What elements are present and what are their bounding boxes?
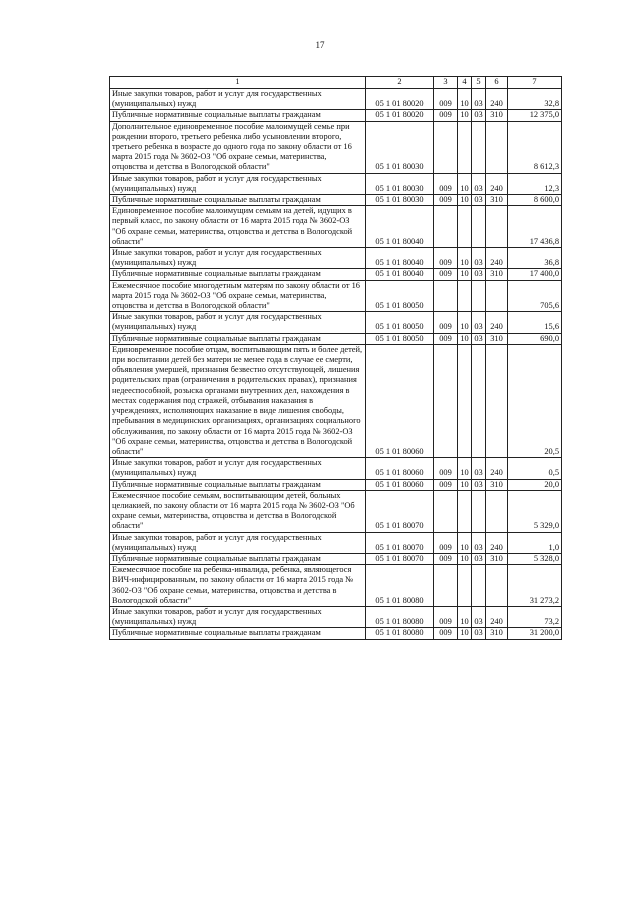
row-amount: 690,0 [508,333,562,344]
row-amount: 20,0 [508,479,562,490]
row-subsection-code [472,490,486,532]
row-subsection-code: 03 [472,248,486,269]
row-section-code: 10 [458,269,472,280]
row-description: Единовременное пособие малоимущим семьям на детей, идущих в первый класс, по закону области от 16 марта 2015 года № 3602-ОЗ "Об охране семьи, материнства, отцовства и детства в Вологодской области" [110,206,366,248]
row-description: Публичные нормативные социальные выплаты гражданам [110,333,366,344]
row-expense-type-code: 310 [486,553,508,564]
table-row [110,195,562,206]
row-section-code: 10 [458,628,472,639]
row-description: Иные закупки товаров, работ и услуг для государственных (муниципальных) нужд [110,173,366,194]
table-row [110,333,562,344]
row-amount: 31 200,0 [508,628,562,639]
row-target-code: 05 1 01 80070 [366,553,434,564]
row-amount: 705,6 [508,280,562,312]
row-description: Публичные нормативные социальные выплаты гражданам [110,110,366,121]
row-target-code: 05 1 01 80080 [366,628,434,639]
row-description: Иные закупки товаров, работ и услуг для государственных (муниципальных) нужд [110,89,366,110]
row-amount: 36,8 [508,248,562,269]
row-expense-type-code: 310 [486,195,508,206]
row-ministry-code: 009 [434,248,458,269]
row-section-code: 10 [458,458,472,479]
row-ministry-code [434,344,458,457]
row-expense-type-code [486,565,508,607]
header-col-7: 7 [508,77,562,89]
row-ministry-code: 009 [434,195,458,206]
row-subsection-code: 03 [472,606,486,627]
row-target-code: 05 1 01 80070 [366,532,434,553]
row-section-code: 10 [458,532,472,553]
row-section-code: 10 [458,606,472,627]
header-col-5: 5 [472,77,486,89]
row-expense-type-code: 240 [486,312,508,333]
row-ministry-code: 009 [434,458,458,479]
row-subsection-code [472,206,486,248]
row-ministry-code: 009 [434,479,458,490]
row-subsection-code: 03 [472,173,486,194]
row-description: Публичные нормативные социальные выплаты гражданам [110,479,366,490]
row-target-code: 05 1 01 80060 [366,479,434,490]
budget-table [109,76,562,640]
table-row [110,173,562,194]
row-target-code: 05 1 01 80040 [366,248,434,269]
row-amount: 8 600,0 [508,195,562,206]
row-subsection-code [472,121,486,173]
row-amount: 8 612,3 [508,121,562,173]
row-ministry-code [434,206,458,248]
row-description: Публичные нормативные социальные выплаты гражданам [110,195,366,206]
header-col-3: 3 [434,77,458,89]
row-subsection-code: 03 [472,479,486,490]
row-amount: 15,6 [508,312,562,333]
row-target-code: 05 1 01 80040 [366,206,434,248]
row-target-code: 05 1 01 80030 [366,121,434,173]
table-row [110,121,562,173]
row-amount: 31 273,2 [508,565,562,607]
row-ministry-code: 009 [434,269,458,280]
row-description: Ежемесячное пособие на ребенка-инвалида, ребенка, являющегося ВИЧ-инфицированным, по закону области от 16 марта 2015 года № 3602-ОЗ "Об охране семьи, материнства, отцовства и детства в Вологодской области" [110,565,366,607]
table-row [110,248,562,269]
row-expense-type-code: 240 [486,89,508,110]
row-section-code: 10 [458,553,472,564]
row-expense-type-code: 310 [486,269,508,280]
row-amount: 12 375,0 [508,110,562,121]
table-row [110,628,562,639]
row-subsection-code: 03 [472,110,486,121]
row-amount: 32,8 [508,89,562,110]
row-subsection-code: 03 [472,333,486,344]
row-ministry-code [434,280,458,312]
row-target-code: 05 1 01 80040 [366,269,434,280]
row-ministry-code: 009 [434,532,458,553]
row-amount: 20,5 [508,344,562,457]
row-description: Иные закупки товаров, работ и услуг для государственных (муниципальных) нужд [110,458,366,479]
row-target-code: 05 1 01 80050 [366,333,434,344]
row-expense-type-code [486,344,508,457]
row-section-code: 10 [458,248,472,269]
row-section-code [458,344,472,457]
row-expense-type-code: 240 [486,532,508,553]
row-target-code: 05 1 01 80070 [366,490,434,532]
row-section-code [458,206,472,248]
table-row [110,479,562,490]
row-description: Иные закупки товаров, работ и услуг для государственных (муниципальных) нужд [110,248,366,269]
row-subsection-code [472,565,486,607]
row-section-code: 10 [458,333,472,344]
table-row [110,553,562,564]
row-amount: 73,2 [508,606,562,627]
row-subsection-code: 03 [472,628,486,639]
row-subsection-code: 03 [472,195,486,206]
table-row [110,344,562,457]
row-description: Иные закупки товаров, работ и услуг для государственных (муниципальных) нужд [110,606,366,627]
table-row [110,565,562,607]
table-row [110,110,562,121]
row-amount: 0,5 [508,458,562,479]
table-row [110,458,562,479]
row-description: Публичные нормативные социальные выплаты гражданам [110,553,366,564]
row-ministry-code [434,490,458,532]
row-ministry-code: 009 [434,89,458,110]
row-expense-type-code [486,490,508,532]
row-target-code: 05 1 01 80030 [366,173,434,194]
row-amount: 5 329,0 [508,490,562,532]
row-subsection-code: 03 [472,553,486,564]
header-col-4: 4 [458,77,472,89]
table-row [110,312,562,333]
row-section-code [458,490,472,532]
page-number: 17 [315,40,325,50]
row-expense-type-code [486,121,508,173]
row-target-code: 05 1 01 80020 [366,89,434,110]
row-amount: 12,3 [508,173,562,194]
row-description: Иные закупки товаров, работ и услуг для государственных (муниципальных) нужд [110,312,366,333]
row-ministry-code: 009 [434,628,458,639]
table-row [110,89,562,110]
row-target-code: 05 1 01 80060 [366,458,434,479]
row-amount: 1,0 [508,532,562,553]
row-section-code [458,121,472,173]
header-row [110,77,562,89]
row-section-code: 10 [458,312,472,333]
row-section-code: 10 [458,195,472,206]
row-section-code: 10 [458,89,472,110]
row-ministry-code: 009 [434,553,458,564]
row-description: Дополнительное единовременное пособие малоимущей семье при рождении второго, третьего ребенка либо усыновлении второго, третьего ребенка в возрасте до одного года по закону области от 16 марта 2015 года № 3602-ОЗ "Об охране семьи, материнства, отцовства и детства в Вологодской области" [110,121,366,173]
row-section-code [458,565,472,607]
table-row [110,206,562,248]
row-target-code: 05 1 01 80030 [366,195,434,206]
row-ministry-code: 009 [434,606,458,627]
row-description: Иные закупки товаров, работ и услуг для государственных (муниципальных) нужд [110,532,366,553]
row-target-code: 05 1 01 80080 [366,565,434,607]
header-col-2: 2 [366,77,434,89]
table-row [110,280,562,312]
row-expense-type-code: 240 [486,606,508,627]
row-description: Единовременное пособие отцам, воспитывающим пять и более детей, при воспитании детей без матери не менее года в случае ее смерти, объявления умершей, признания безвестно отсутствующей, лишения родительских прав (ограничения в родительских правах), признания недееспособной, розыска органами внутренних дел, нахождения в местах содержания под стражей, отбывания наказания в учреждениях, исполняющих наказание в виде лишения свободы, пребывания в медицинских организациях, организациях социального обслуживания, по закону области от 16 марта 2015 года № 3602-ОЗ "Об охране семьи, материнства, отцовства и детства в Вологодской области" [110,344,366,457]
row-expense-type-code: 310 [486,110,508,121]
row-ministry-code: 009 [434,312,458,333]
row-description: Ежемесячное пособие многодетным матерям по закону области от 16 марта 2015 года № 3602-ОЗ "Об охране семьи, материнства, отцовства и детства в Вологодской области" [110,280,366,312]
table-row [110,606,562,627]
row-ministry-code [434,565,458,607]
row-subsection-code: 03 [472,312,486,333]
row-amount: 5 328,0 [508,553,562,564]
row-subsection-code: 03 [472,458,486,479]
row-expense-type-code: 310 [486,628,508,639]
row-subsection-code [472,280,486,312]
row-expense-type-code: 310 [486,333,508,344]
row-target-code: 05 1 01 80020 [366,110,434,121]
row-amount: 17 400,0 [508,269,562,280]
row-expense-type-code: 240 [486,173,508,194]
row-description: Публичные нормативные социальные выплаты гражданам [110,269,366,280]
row-description: Публичные нормативные социальные выплаты гражданам [110,628,366,639]
row-subsection-code: 03 [472,269,486,280]
row-ministry-code [434,121,458,173]
table-row [110,490,562,532]
row-section-code [458,280,472,312]
row-section-code: 10 [458,173,472,194]
row-target-code: 05 1 01 80060 [366,344,434,457]
row-subsection-code: 03 [472,532,486,553]
row-ministry-code: 009 [434,173,458,194]
row-target-code: 05 1 01 80050 [366,312,434,333]
row-target-code: 05 1 01 80050 [366,280,434,312]
row-amount: 17 436,8 [508,206,562,248]
row-description: Ежемесячное пособие семьям, воспитывающим детей, больных целиакией, по закону области от 16 марта 2015 года № 3602-ОЗ "Об охране семьи, материнства, отцовства и детства в Вологодской области" [110,490,366,532]
row-expense-type-code: 240 [486,248,508,269]
row-expense-type-code: 240 [486,458,508,479]
row-expense-type-code [486,280,508,312]
row-expense-type-code: 310 [486,479,508,490]
table-row [110,532,562,553]
row-subsection-code: 03 [472,89,486,110]
row-expense-type-code [486,206,508,248]
row-ministry-code: 009 [434,110,458,121]
row-ministry-code: 009 [434,333,458,344]
row-section-code: 10 [458,110,472,121]
header-col-1: 1 [110,77,366,89]
row-target-code: 05 1 01 80080 [366,606,434,627]
row-section-code: 10 [458,479,472,490]
row-subsection-code [472,344,486,457]
header-col-6: 6 [486,77,508,89]
table-row [110,269,562,280]
